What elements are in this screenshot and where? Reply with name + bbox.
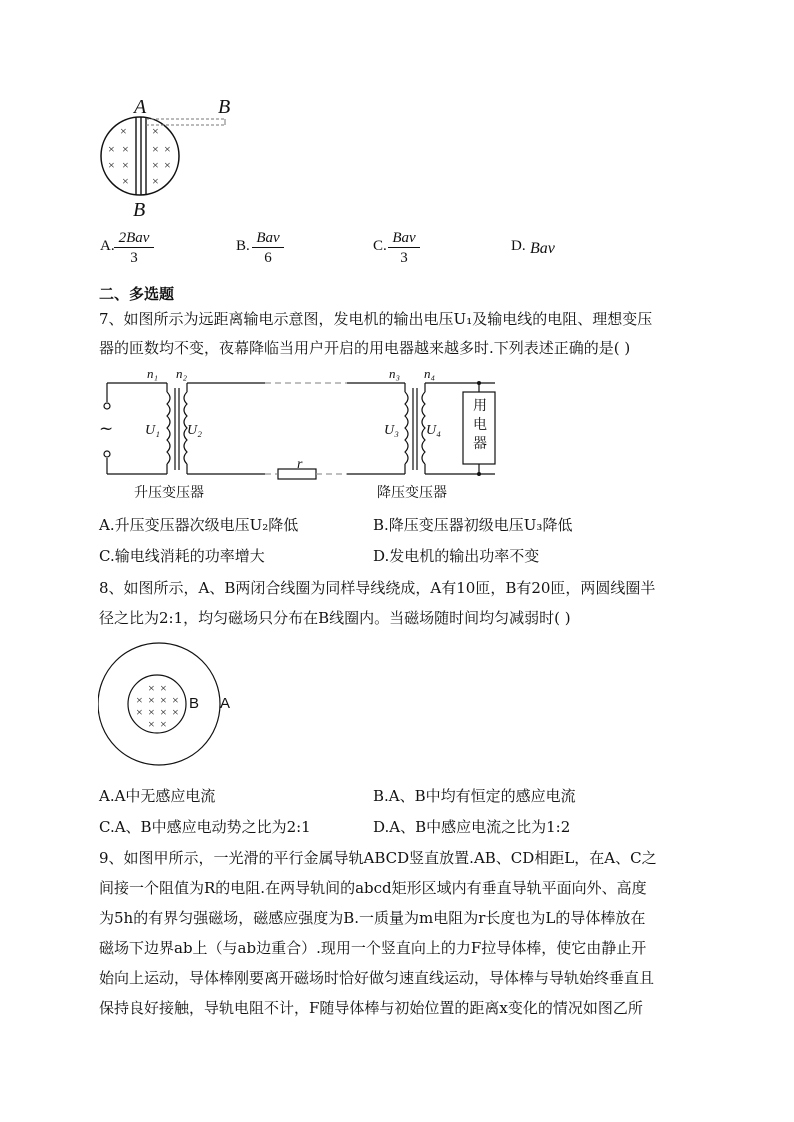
q6-option-b-fraction: Bav 6 — [252, 229, 284, 268]
svg-text:×: × — [108, 142, 115, 156]
q7-label-u4: U₄ — [426, 423, 441, 438]
q6-option-a-fraction: 2Bav 3 — [114, 229, 154, 268]
fig6-label-b-bottom: B — [133, 199, 146, 221]
svg-text:×: × — [120, 124, 127, 138]
q8-option-a: A.A中无感应电流 — [99, 787, 216, 805]
q7-label-n4: n₄ — [424, 366, 436, 381]
q8-stem-line-2: 径之比为2:1，均匀磁场只分布在B线圈内。当磁场随时间均匀减弱时( ) — [99, 609, 571, 627]
coil-b-magnetic-field-crosses — [136, 681, 179, 731]
svg-text:×: × — [148, 693, 155, 707]
q6-option-b-letter: B. — [236, 238, 250, 254]
q7-label-r: r — [297, 457, 303, 472]
svg-text:×: × — [164, 142, 171, 156]
q7-option-a: A.升压变压器次级电压U₂降低 — [99, 516, 299, 534]
svg-text:×: × — [172, 705, 179, 719]
svg-text:×: × — [136, 693, 143, 707]
q6-option-d-text: Bav — [530, 240, 555, 257]
q7-stem-line-1: 7、如图所示为远距离输电示意图，发电机的输出电压U₁及输电线的电阻、理想变压 — [99, 310, 653, 328]
q7-stem-line-2: 器的匝数均不变，夜幕降临当用户开启的用电器越来越多时.下列表述正确的是( ) — [99, 339, 631, 357]
svg-text:×: × — [122, 174, 129, 188]
q9-stem-line-5: 始向上运动，导体棒刚要离开磁场时恰好做匀速直线运动，导体棒与导轨始终垂直且 — [99, 969, 655, 987]
q7-label-u1: U₁ — [145, 423, 160, 438]
q9-stem-line-3: 为5h的有界匀强磁场，磁感应强度为B.一质量为m电阻为r长度也为L的导体棒放在 — [99, 909, 646, 927]
fig6-label-a: A — [134, 96, 147, 118]
q6-option-a-letter: A. — [100, 238, 115, 254]
q7-label-n1: n₁ — [147, 366, 159, 381]
q7-option-c: C.输电线消耗的功率增大 — [99, 547, 265, 565]
q7-load-label: 用 电 器 — [473, 398, 487, 452]
q7-step-down-label: 降压变压器 — [377, 485, 447, 501]
magnetic-field-crosses — [108, 124, 171, 188]
svg-text:×: × — [160, 693, 167, 707]
svg-text:×: × — [108, 158, 115, 172]
q7-ac-source-symbol: ~ — [99, 419, 114, 439]
q8-stem-line-1: 8、如图所示，A、B两闭合线圈为同样导线绕成，A有10匝，B有20匝，两圆线圈半 — [99, 579, 656, 597]
q8-label-a: A — [220, 695, 231, 712]
svg-text:×: × — [164, 158, 171, 172]
svg-text:×: × — [152, 158, 159, 172]
svg-text:×: × — [152, 142, 159, 156]
svg-text:×: × — [122, 142, 129, 156]
q8-option-b: B.A、B中均有恒定的感应电流 — [373, 787, 576, 805]
svg-text:×: × — [160, 681, 167, 695]
q8-coils-figure — [98, 640, 258, 770]
svg-text:×: × — [160, 717, 167, 731]
q9-stem-line-6: 保持良好接触，导轨电阻不计，F随导体棒与初始位置的距离x变化的情况如图乙所 — [99, 999, 643, 1017]
q8-label-b: B — [189, 695, 200, 712]
q9-stem-line-1: 9、如图甲所示，一光滑的平行金属导轨ABCD竖直放置.AB、CD相距L，在A、C之 — [99, 849, 657, 867]
svg-text:×: × — [152, 124, 159, 138]
q6-option-c-fraction: Bav 3 — [388, 229, 420, 268]
svg-text:×: × — [152, 174, 159, 188]
section-heading-multi-choice: 二、多选题 — [99, 285, 175, 303]
q8-option-d: D.A、B中感应电流之比为1:2 — [373, 818, 571, 836]
svg-text:×: × — [172, 693, 179, 707]
q7-label-n2: n₂ — [176, 366, 188, 381]
q8-option-c: C.A、B中感应电动势之比为2:1 — [99, 818, 311, 836]
svg-text:×: × — [148, 717, 155, 731]
svg-text:×: × — [160, 705, 167, 719]
q7-option-d: D.发电机的输出功率不变 — [373, 547, 540, 565]
q7-label-n3: n₃ — [389, 366, 401, 381]
q7-label-u2: U₂ — [187, 423, 202, 438]
q7-option-b: B.降压变压器初级电压U₃降低 — [373, 516, 573, 534]
q9-stem-line-4: 磁场下边界ab上（与ab边重合）.现用一个竖直向上的力F拉导体棒，使它由静止开 — [99, 939, 647, 957]
q9-stem-line-2: 间接一个阻值为R的电阻.在两导轨间的abcd矩形区域内有垂直导轨平面向外、高度 — [99, 879, 647, 897]
q6-option-d-letter: D. — [511, 238, 526, 254]
q6-option-c-letter: C. — [373, 238, 387, 254]
svg-text:×: × — [136, 705, 143, 719]
q7-step-up-label: 升压变压器 — [134, 485, 204, 501]
svg-text:×: × — [148, 681, 155, 695]
svg-text:×: × — [148, 705, 155, 719]
q7-label-u3: U₃ — [384, 423, 399, 438]
svg-text:×: × — [122, 158, 129, 172]
fig6-label-b-top: B — [218, 96, 231, 118]
